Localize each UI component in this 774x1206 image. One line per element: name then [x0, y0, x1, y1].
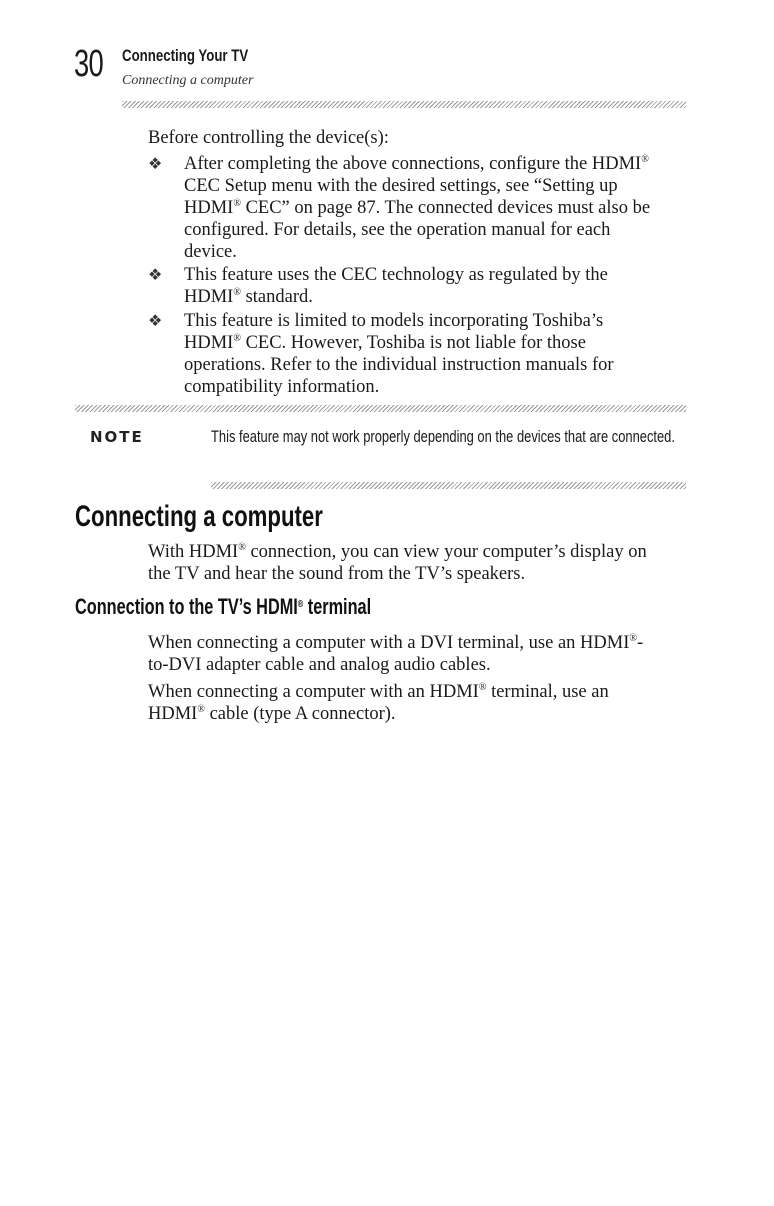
section-heading: Connecting a computer — [75, 500, 323, 533]
list-item — [148, 264, 688, 310]
bullet-line: operations. Refer to the individual instruction manuals for — [184, 355, 614, 375]
bullet-line: This feature is limited to models incorporating Toshiba’s — [184, 311, 604, 331]
body-line: With HDMI® connection, you can view your computer’s display on — [148, 542, 647, 562]
diamond-bullet-icon: ❖ — [148, 154, 163, 173]
body-line: When connecting a computer with an HDMI® terminal, use an — [148, 682, 609, 702]
bullet-line: HDMI® standard. — [184, 287, 313, 307]
section-body — [148, 541, 708, 585]
note-text: This feature may not work properly depending on the devices that are connected. — [211, 427, 675, 446]
diamond-bullet-icon: ❖ — [148, 265, 163, 284]
subsection-para-2 — [148, 681, 708, 725]
bullet-line: HDMI® CEC. However, Toshiba is not liable for those — [184, 333, 586, 353]
bullet-line: After completing the above connections, configure the HDMI® — [184, 154, 649, 174]
diamond-bullet-icon: ❖ — [148, 311, 163, 330]
bullet-line: CEC Setup menu with the desired settings, see “Setting up — [184, 176, 618, 196]
note-bottom-rule — [211, 482, 686, 489]
intro-lead: Before controlling the device(s): — [148, 128, 389, 148]
subsection-para-1 — [148, 632, 708, 676]
list-item — [148, 310, 688, 400]
body-line: to-DVI adapter cable and analog audio cables. — [148, 655, 491, 675]
chapter-title: Connecting Your TV — [122, 46, 249, 65]
body-line: When connecting a computer with a DVI terminal, use an HDMI®- — [148, 633, 644, 653]
bullet-line: configured. For details, see the operation manual for each — [184, 220, 611, 240]
bullet-line: device. — [184, 242, 237, 262]
body-line: the TV and hear the sound from the TV’s speakers. — [148, 564, 526, 584]
header-rule — [122, 101, 686, 108]
section-subtitle: Connecting a computer — [122, 73, 254, 88]
list-item — [148, 153, 688, 265]
bullet-line: compatibility information. — [184, 377, 380, 397]
note-top-rule — [75, 405, 686, 412]
body-line: HDMI® cable (type A connector). — [148, 704, 396, 724]
bullet-line: This feature uses the CEC technology as regulated by the — [184, 265, 608, 285]
page-number: 30 — [74, 43, 104, 85]
subsection-heading: Connection to the TV’s HDMI® terminal — [75, 594, 372, 619]
bullet-line: HDMI® CEC” on page 87. The connected devices must also be — [184, 198, 651, 218]
note-label: NOTE — [90, 428, 144, 446]
